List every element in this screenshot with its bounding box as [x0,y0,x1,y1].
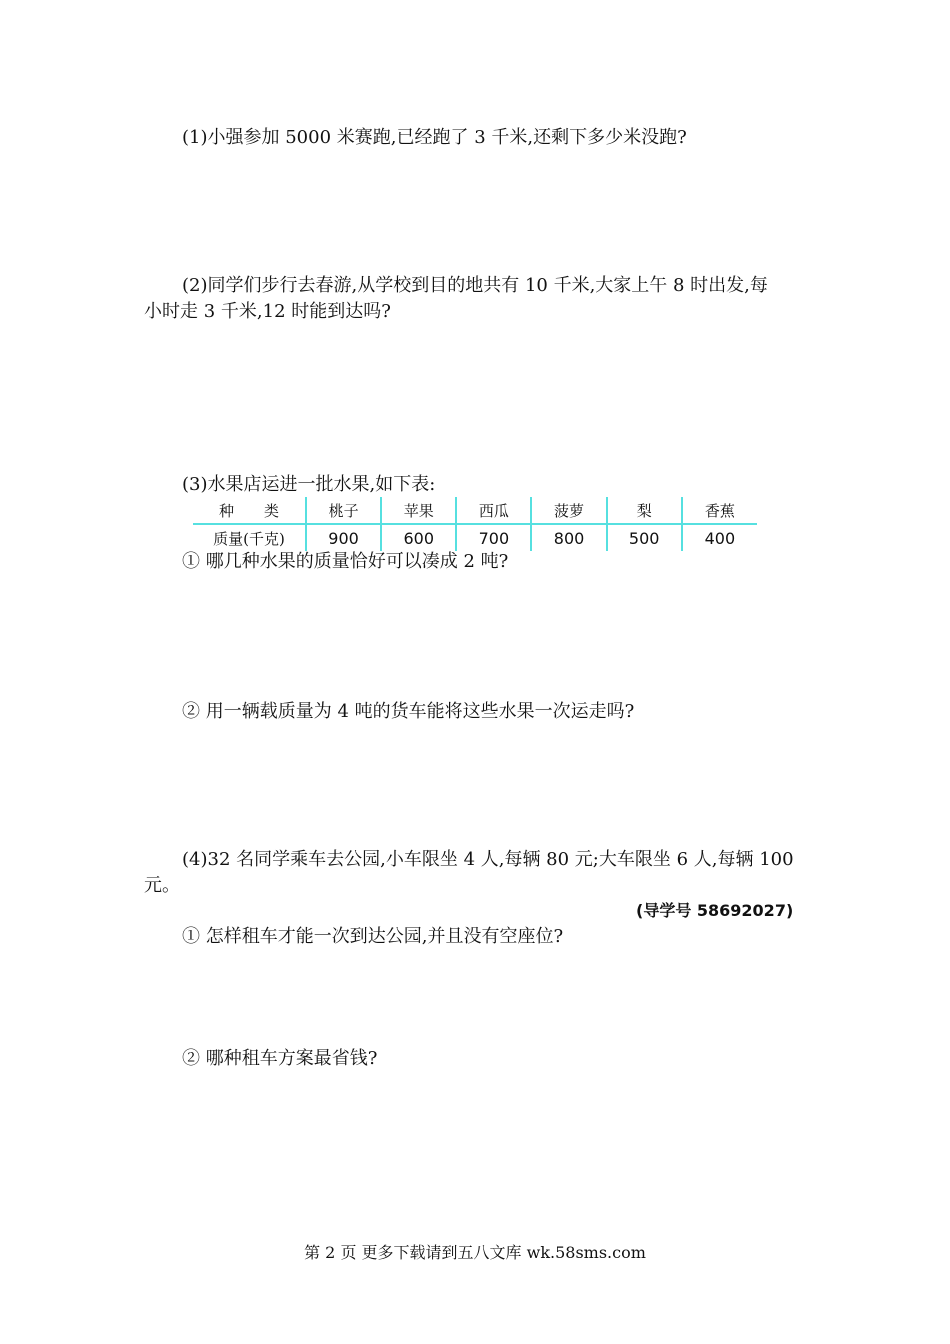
fruit-name-cell: 梨 [607,497,682,524]
fruit-name-cell: 香蕉 [682,497,757,524]
question-2-line-2: 小时走 3 千米,12 时能到达吗? [144,301,391,322]
weight-cell: 500 [607,524,682,551]
question-4-sub-2: ② 哪种租车方案最省钱? [182,1048,378,1069]
page-footer: 第 2 页 更多下载请到五八文库 wk.58sms.com [304,1243,646,1262]
question-1: (1)小强参加 5000 米赛跑,已经跑了 3 千米,还剩下多少米没跑? [182,127,687,148]
question-3-intro: (3)水果店运进一批水果,如下表: [182,474,436,495]
question-3-sub-2: ② 用一辆载质量为 4 吨的货车能将这些水果一次运走吗? [182,701,635,722]
weight-cell: 700 [456,524,531,551]
table-row-label: 质量(千克) [213,529,285,548]
question-2-line-1: (2)同学们步行去春游,从学校到目的地共有 10 千米,大家上午 8 时出发,每 [182,275,768,296]
question-4-sub-1: ① 怎样租车才能一次到达公园,并且没有空座位? [182,926,564,947]
weight-cell: 600 [381,524,456,551]
fruit-weight-table [193,497,757,551]
fruit-name-cell: 菠萝 [531,497,606,524]
weight-cell: 900 [306,524,381,551]
question-4-line-2: 元。 [144,875,180,896]
fruit-name-cell: 西瓜 [456,497,531,524]
weight-cell: 800 [531,524,606,551]
table-header-row [193,497,757,524]
fruit-name-cell: 桃子 [306,497,381,524]
table-header-label: 种 类 [193,497,306,524]
fruit-name-cell: 苹果 [381,497,456,524]
question-3-sub-1: ① 哪几种水果的质量恰好可以凑成 2 吨? [182,551,509,572]
question-4-line-1: (4)32 名同学乘车去公园,小车限坐 4 人,每辆 80 元;大车限坐 6 人,每辆 100 [182,849,794,870]
weight-cell: 400 [682,524,757,551]
table-weight-row [193,524,757,551]
guide-number: (导学号 58692027) [636,901,794,920]
